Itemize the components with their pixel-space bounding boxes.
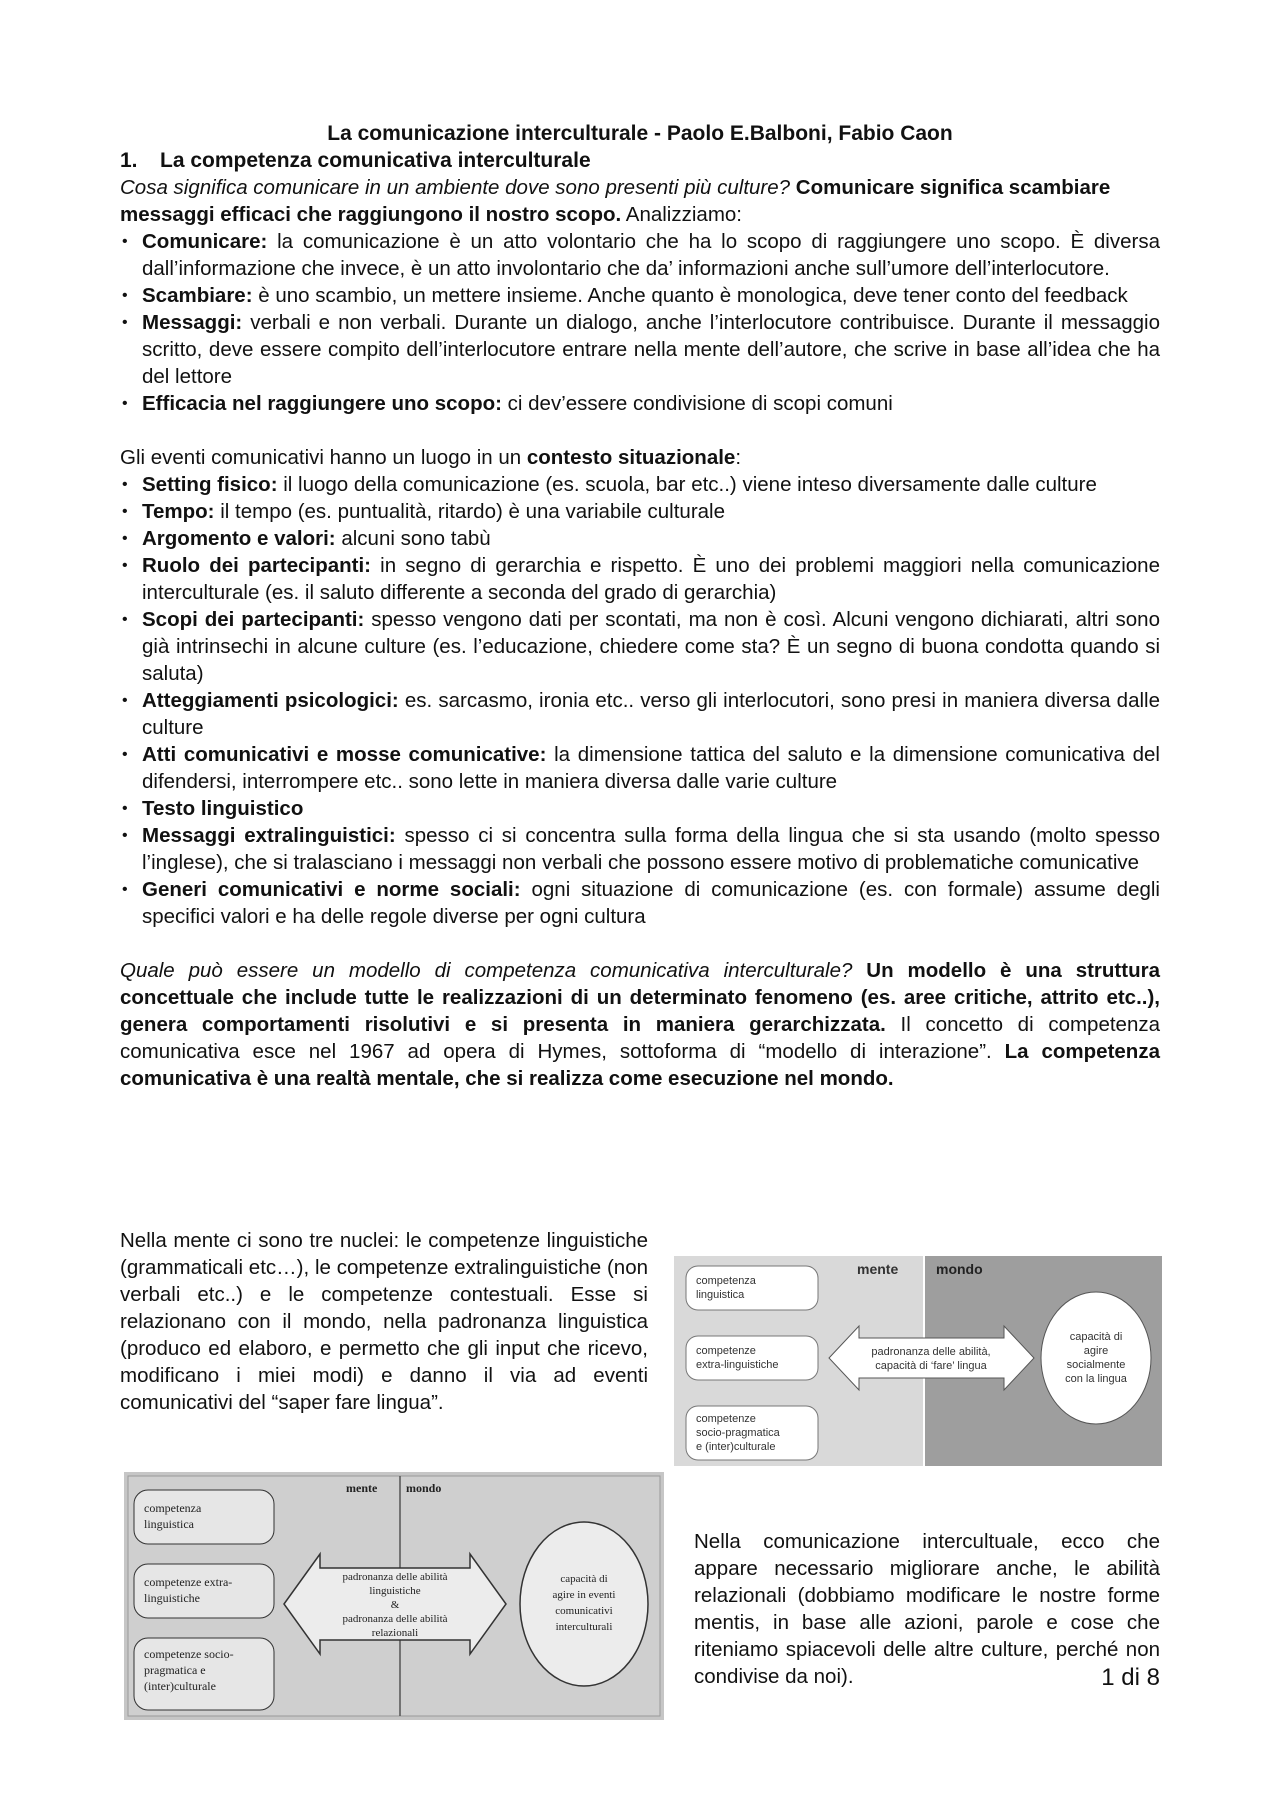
intro-paragraph [120,174,1160,228]
model-text: Il concetto di competenza comunicativa esce nel 1967 ad opera di Hymes, sottoforma di “modello di interazione”. [120,1013,1160,1063]
model-question: Quale può essere un modello di competenza comunicativa interculturale? [120,959,853,982]
context-tail: : [735,446,742,469]
list-term: Testo linguistico [142,797,304,820]
box-text: e (inter)culturale [696,1441,776,1453]
list-term: Ruolo dei partecipanti: [142,554,371,577]
list-item [120,228,1160,282]
model-conclusion: La competenza comunicativa è una realtà mentale, che si realizza come esecuzione nel mondo. [120,1040,1160,1090]
ellipse-capacity [1041,1292,1151,1424]
mind-paragraph: Nella mente ci sono tre nuclei: le competenze linguistiche (grammaticali etc…), le competenze extralinguistiche (non verbali etc..) e le competenze contestuali. Esse si relazionano con il mondo, nella padronanza linguistica (produco ed elaboro, e permetto che gli input che ricevo, modificano i miei modi) e danno il via ad eventi comunicativi del “saper fare lingua”. [120,1229,648,1414]
box-text: competenze extra- [144,1575,233,1589]
list-term: Scopi dei partecipanti: [142,608,365,631]
list-text: spesso vengono dati per scontati, ma non è così. Alcuni vengono dichiarati, altri sono già intrinsechi in alcune culture (es. l’educazione, chiedere come sta? È un segno di buona condotta quando si saluta) [142,608,1160,685]
list-text: verbali e non verbali. Durante un dialogo, anche l’interlocutore contribuisce. Durante il messaggio scritto, deve essere compito dell’interlocutore entrare nella mente dell’autore, che scrive in base all’idea che ha del lettore [142,311,1160,388]
box-text: (inter)culturale [144,1679,216,1693]
communication-list [120,228,1160,417]
ellipse-capacity [520,1522,648,1686]
ellipse-text: socialmente [1066,1359,1126,1371]
section-number: 1. [120,149,138,172]
list-text: in segno di gerarchia e rispetto. È uno dei problemi maggiori nella comunicazione interculturale (es. il saluto differente a seconda del grado di gerarchia) [142,554,1160,604]
mente-label: mente [346,1481,378,1495]
list-item [120,552,1160,606]
intro-tail: Analizziamo: [625,203,742,226]
box-text: pragmatica e [144,1663,206,1677]
intro-question: Cosa significa comunicare in un ambiente dove sono presenti più culture? [120,176,791,199]
box-text: competenza [144,1501,202,1515]
box-competenze-extra [686,1336,818,1380]
list-term: Messaggi extralinguistici: [142,824,396,847]
section-title: La competenza comunicativa interculturale [160,149,591,172]
list-text: è uno scambio, un mettere insieme. Anche quanto è monologica, deve tener conto del feedback [258,284,1128,307]
list-text: il luogo della comunicazione (es. scuola, bar etc..) viene inteso diversamente dalle culture [283,473,1097,496]
intro-bold: Comunicare significa scambiare messaggi efficaci che raggiungono il nostro scopo. [120,176,1111,226]
list-term: Efficacia nel raggiungere uno scopo: [142,392,502,415]
list-text: spesso ci si concentra sulla forma della lingua che si sta usando (molto spesso l’inglese), che si tralasciano i messaggi non verbali che possono essere motivo di problematiche comunicative [142,824,1161,874]
context-list [120,471,1160,930]
list-term: Scambiare: [142,284,253,307]
section-heading [120,147,1160,174]
arrow-text: padronanza delle abilità [342,1613,448,1625]
list-term: Tempo: [142,500,215,523]
box-text: competenze [696,1345,756,1357]
list-text: es. sarcasmo, ironia etc.. verso gli interlocutori, sono presi in maniera diversa dalle culture [142,689,1160,739]
list-term: Atteggiamenti psicologici: [142,689,399,712]
arrow-text: capacità di ‘fare’ lingua [875,1360,987,1372]
ellipse-text: capacità di [560,1573,608,1585]
mente-label: mente [857,1261,899,1277]
list-text: il tempo (es. puntualità, ritardo) è una variabile culturale [220,500,726,523]
list-term: Comunicare: [142,230,268,253]
model-definition: Un modello è una struttura concettuale che include tutte le realizzazioni di un determinato fenomeno (es. aree critiche, attrito etc..), genera comportamenti risolutivi e si presenta in maniera gerarchizzata. [120,959,1160,1036]
list-item [120,822,1160,876]
competence-diagram-svg [674,1256,1162,1466]
box-text: linguistiche [144,1591,200,1605]
list-term: Generi comunicativi e norme sociali: [142,878,521,901]
list-item [120,498,1160,525]
intercultural-diagram [124,1472,664,1720]
arrow-text: padronanza delle abilità, [871,1346,991,1358]
ellipse-text: con la lingua [1065,1373,1127,1385]
box-text: extra-linguistiche [696,1359,779,1371]
mondo-label: mondo [406,1481,442,1495]
list-item [120,876,1160,930]
arrow-text: & [390,1599,400,1611]
list-text: ci dev’essere condivisione di scopi comuni [507,392,893,415]
context-lead: Gli eventi comunicativi hanno un luogo in un [120,446,522,469]
box-text: socio-pragmatica [696,1427,780,1439]
box-text: linguistica [696,1289,745,1301]
relational-paragraph: Nella comunicazione intercultuale, ecco che appare necessario migliorare anche, le abilità relazionali (dobbiamo modificare le nostre forme mentis, in base alle azioni, parole e cose che riteniamo spiacevoli delle altre culture, perché non condivise da noi). [694,1530,1160,1688]
competence-diagram [674,1256,1162,1466]
list-item [120,687,1160,741]
list-item [120,390,1160,417]
list-item [120,309,1160,390]
box-competenza-linguistica [686,1266,818,1310]
list-text: alcuni sono tabù [341,527,491,550]
list-text: la dimensione tattica del saluto e la dimensione comunicativa del difendersi, interrompere etc.. sono lette in maniera diversa dalle varie culture [142,743,1160,793]
list-item [120,795,1160,822]
list-item [120,741,1160,795]
context-paragraph [120,444,1160,471]
box-text: competenze socio- [144,1647,234,1661]
box-text: linguistica [144,1517,194,1531]
intercultural-diagram-svg [124,1472,664,1720]
ellipse-text: comunicativi [555,1605,613,1617]
arrow-text: relazionali [371,1627,419,1639]
list-item [120,282,1160,309]
list-term: Setting fisico: [142,473,278,496]
arrow-text: padronanza delle abilità [342,1571,448,1583]
list-term: Messaggi: [142,311,243,334]
ellipse-text: agire [1083,1345,1109,1357]
list-text: la comunicazione è un atto volontario che ha lo scopo di raggiungere uno scopo. È diversa dall’informazione che invece, è un atto involontario che da’ informazioni anche sull’umore dell’interlocutore. [142,230,1160,280]
document-title: La comunicazione interculturale - Paolo E.Balboni, Fabio Caon [327,122,953,145]
list-item [120,606,1160,687]
model-paragraph [120,957,1160,1092]
list-term: Atti comunicativi e mosse comunicative: [142,743,547,766]
list-item [120,525,1160,552]
context-bold: contesto situazionale [526,446,736,469]
ellipse-text: interculturali [555,1621,613,1633]
box-text: competenza [696,1275,756,1287]
list-text: ogni situazione di comunicazione (es. con formale) assume degli specifici valori e ha delle regole diverse per ogni cultura [142,878,1160,928]
mondo-label: mondo [936,1261,983,1277]
page-number: 1 di 8 [1101,1664,1160,1691]
arrow-text: linguistiche [369,1585,421,1597]
list-item [120,471,1160,498]
ellipse-text: capacità di [1069,1331,1123,1343]
ellipse-text: agire in eventi [552,1589,616,1601]
box-text: competenze [696,1413,756,1425]
list-term: Argomento e valori: [142,527,336,550]
page-body [120,120,1160,1092]
